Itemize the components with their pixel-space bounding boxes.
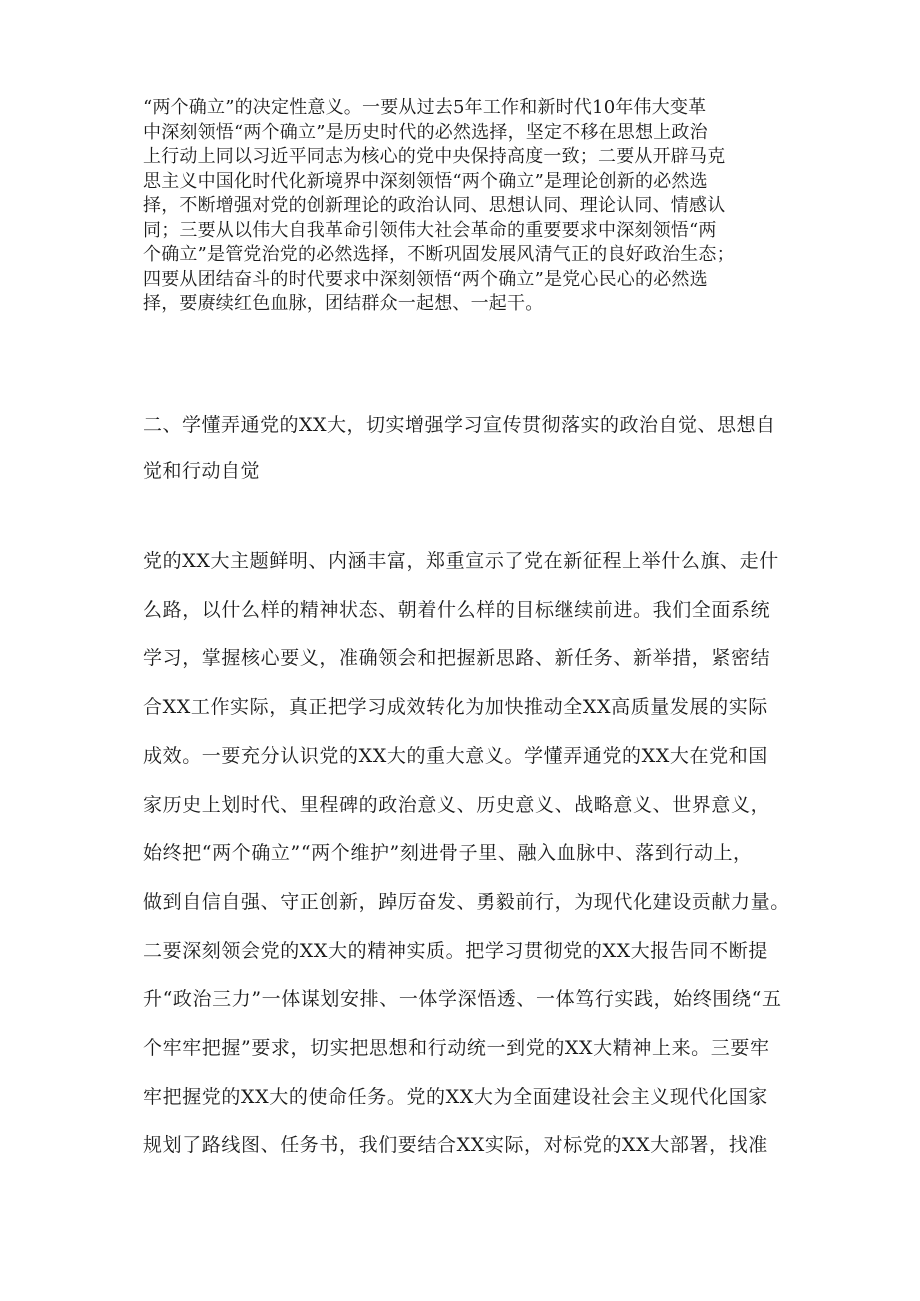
section-heading (143, 402, 823, 494)
paragraph-line: 择，要赓续红色血脉，团结群众一起想、一起干。 (143, 293, 544, 314)
paragraph-line: 成效。一要充分认识党的XX大的重大意义。学懂弄通党的XX大在党和国 (143, 744, 768, 767)
paragraph-line: 合XX工作实际，真正把学习成效转化为加快推动全XX高质量发展的实际 (143, 696, 768, 719)
heading-line: 二、学懂弄通党的XX大，切实增强学习宣传贯彻落实的政治自觉、思想自 (143, 414, 776, 436)
paragraph-line: 个牢牢把握”要求，切实把思想和行动统一到党的XX大精神上来。三要牢 (143, 1037, 770, 1060)
paragraph-two-establishments (143, 96, 803, 317)
paragraph-line: 思主义中国化时代化新境界中深刻领悟“两个确立”是理论创新的必然选 (143, 170, 708, 192)
paragraph-line: 择，不断增强对党的创新理论的政治认同、思想认同、理论认同、情感认 (143, 195, 726, 216)
paragraph-line: 学习，掌握核心要义，准确领会和把握新思路、新任务、新举措，紧密结 (143, 647, 771, 670)
paragraph-line: 四要从团结奋斗的时代要求中深刻领悟“两个确立”是党心民心的必然选 (143, 268, 708, 290)
paragraph-line: 牢把握党的XX大的使命任务。党的XX大为全面建设社会主义现代化国家 (143, 1085, 768, 1108)
paragraph-line: 么路，以什么样的精神状态、朝着什么样的目标继续前进。我们全面系统 (143, 598, 771, 621)
paragraph-line: 同；三要从以伟大自我革命引领伟大社会革命的重要要求中深刻领悟“两 (143, 219, 717, 241)
paragraph-line: 做到自信自强、守正创新，踔厉奋发、勇毅前行，为现代化建设贡献力量。 (143, 890, 790, 913)
paragraph-line: 规划了路线图、任务书，我们要结合XX实际，对标党的XX大部署，找准 (143, 1134, 768, 1157)
paragraph-line: 中深刻领悟“两个确立”是历史时代的必然选择，坚定不移在思想上政治 (143, 121, 708, 143)
paragraph-line: “两个确立”的决定性意义。一要从过去5年工作和新时代10年伟大变革 (143, 97, 707, 118)
paragraph-line: 家历史上划时代、里程碑的政治意义、历史意义、战略意义、世界意义， (143, 793, 771, 816)
paragraph-line: 始终把“两个确立”“两个维护”刻进骨子里、融入血脉中、落到行动上， (143, 842, 753, 865)
paragraph-line: 二要深刻领会党的XX大的精神实质。把学习贯彻党的XX大报告同不断提 (143, 939, 768, 962)
paragraph-study-congress (143, 537, 823, 1170)
heading-line: 觉和行动自觉 (143, 460, 261, 482)
paragraph-line: 个确立”是管党治党的必然选择，不断巩固发展风清气正的良好政治生态； (143, 244, 735, 265)
paragraph-line: 党的XX大主题鲜明、内涵丰富，郑重宣示了党在新征程上举什么旗、走什 (143, 550, 779, 572)
paragraph-line: 上行动上同以习近平同志为核心的党中央保持高度一致；二要从开辟马克 (143, 146, 726, 167)
paragraph-line: 升“政治三力”一体谋划安排、一体学深悟透、一体笃行实践，始终围绕“五 (143, 988, 782, 1011)
